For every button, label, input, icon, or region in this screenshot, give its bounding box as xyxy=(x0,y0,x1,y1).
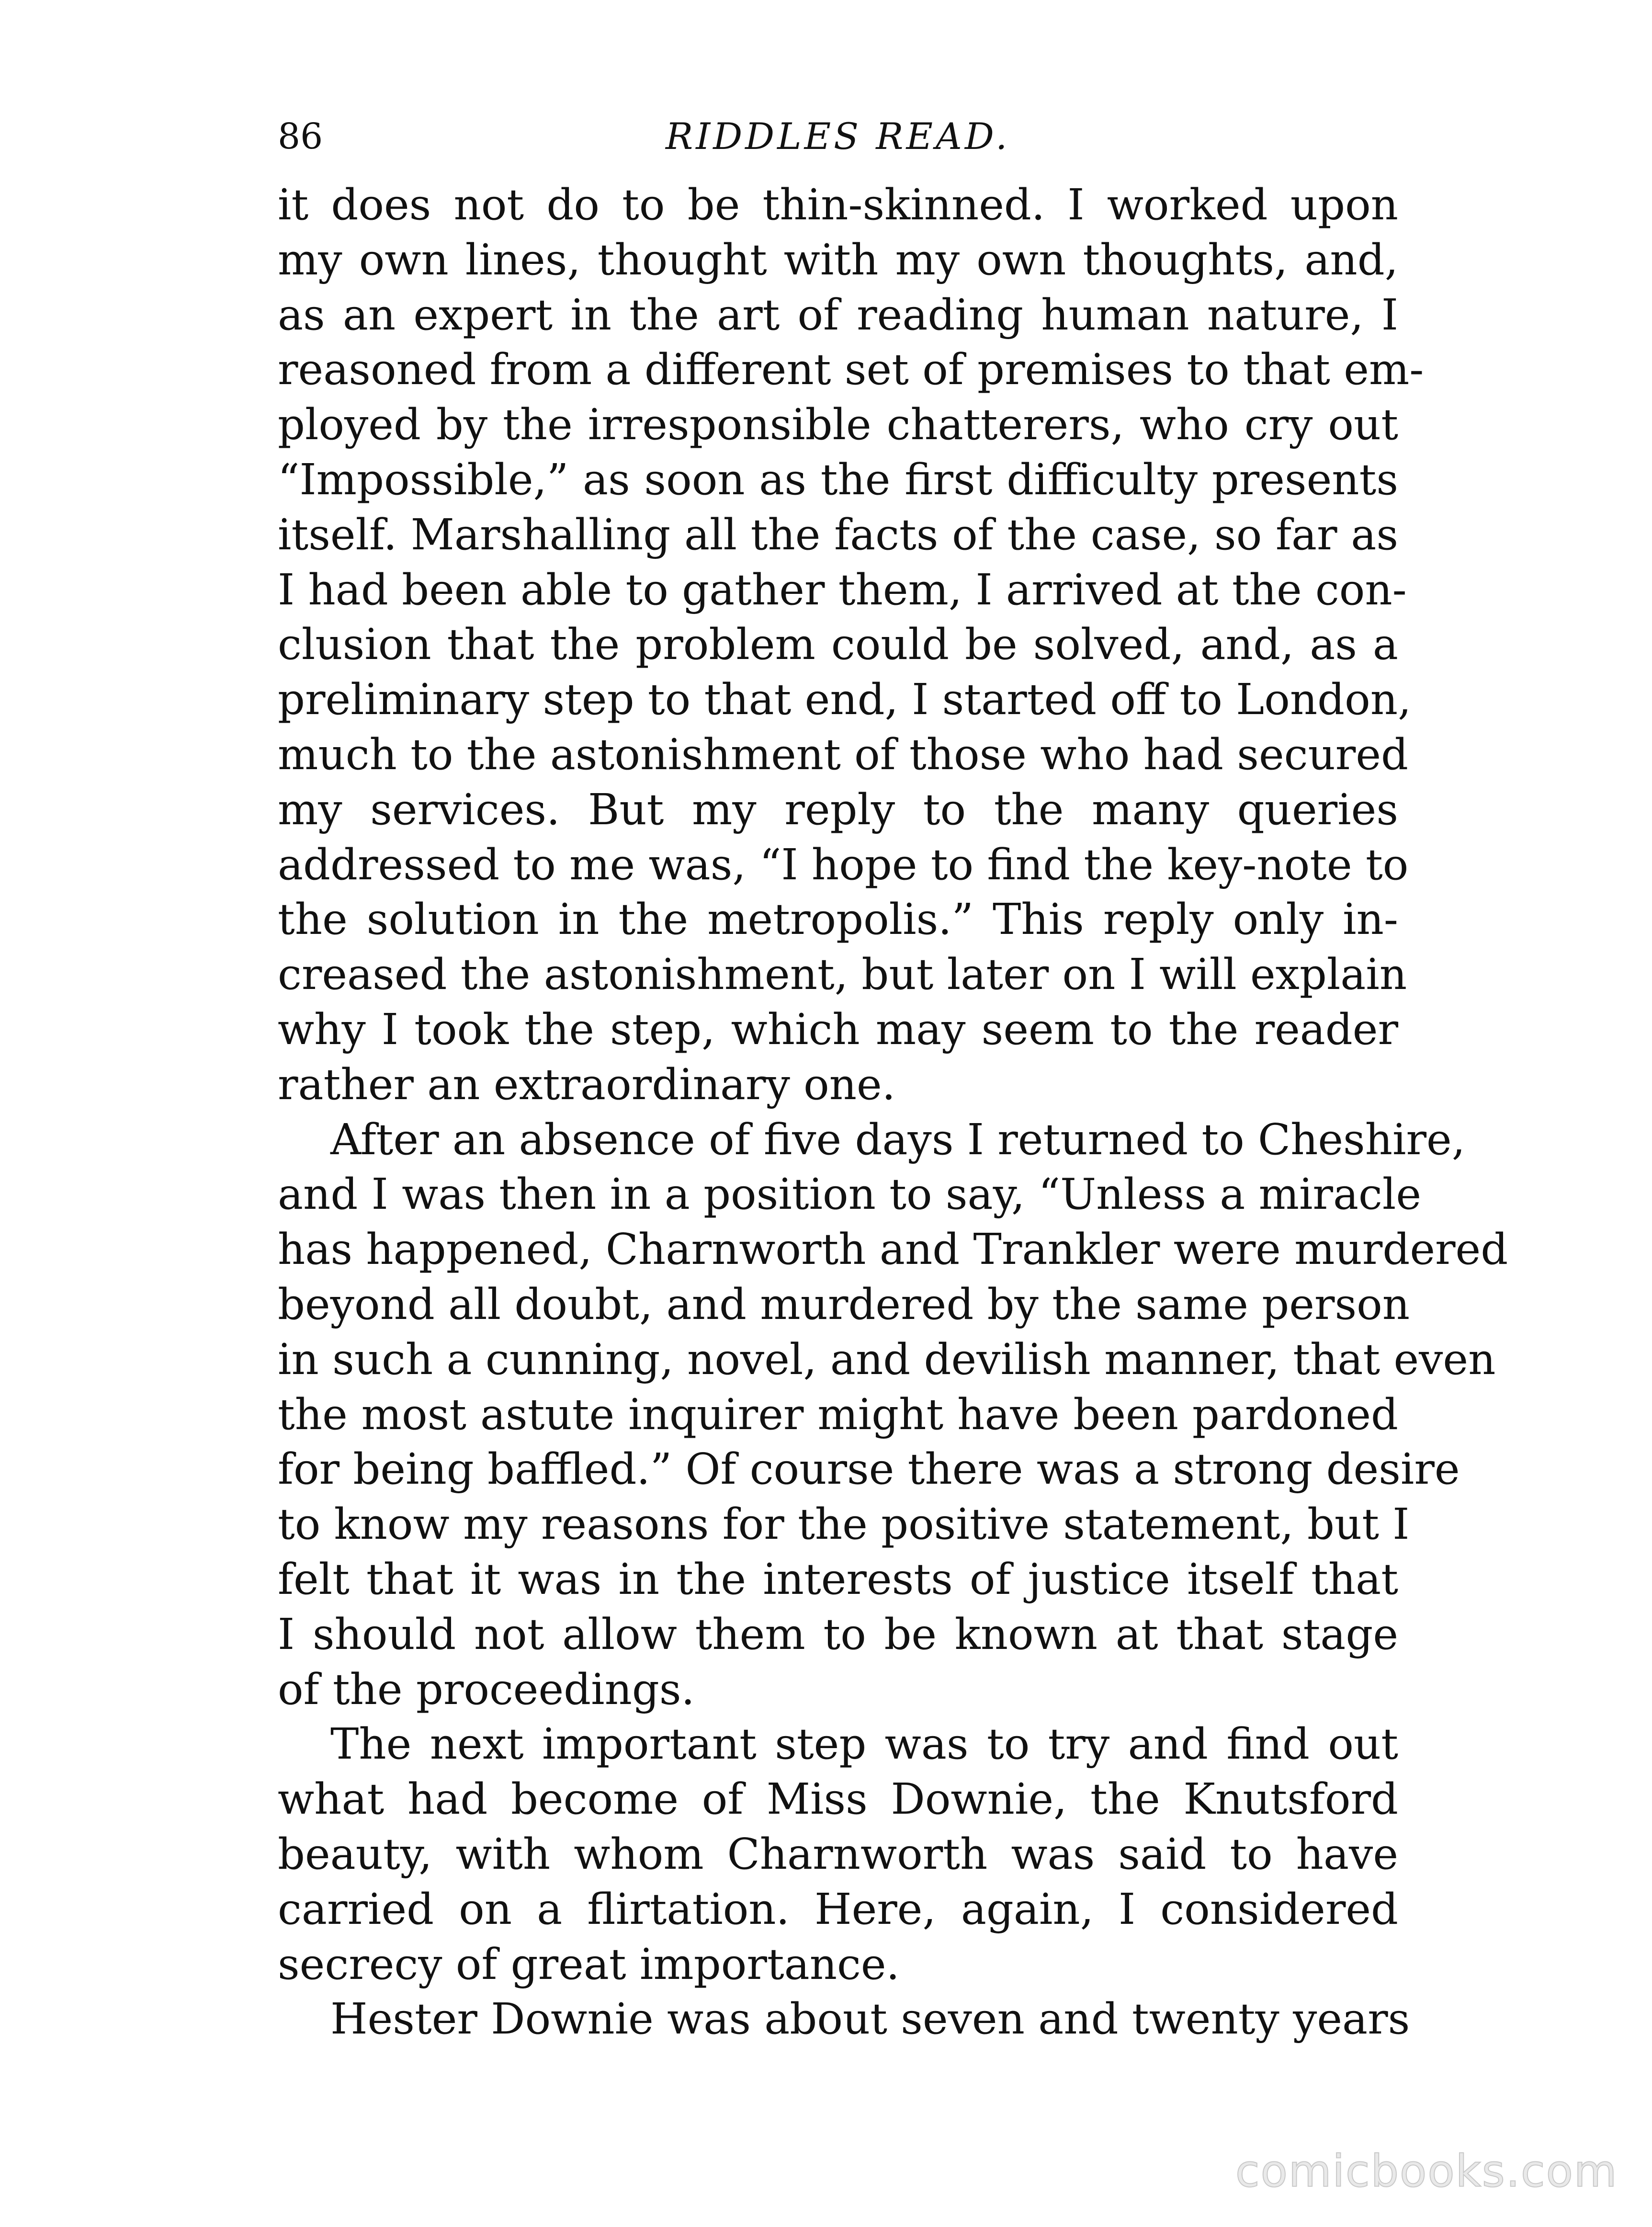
running-head xyxy=(278,108,1398,180)
text-line: reasoned from a different set of premises to that em- xyxy=(278,344,1424,395)
text-line: secrecy of great importance. xyxy=(278,1939,900,1989)
text-line: my services. But my reply to the many queries xyxy=(278,784,1398,834)
text-line: has happened, Charnworth and Trankler were murdered xyxy=(278,1224,1508,1274)
text-line: as an expert in the art of reading human nature, I xyxy=(278,289,1398,340)
text-line: I should not allow them to be known at that stage xyxy=(278,1609,1398,1659)
text-line: in such a cunning, novel, and devilish manner, that even xyxy=(278,1334,1496,1384)
text-line: beyond all doubt, and murdered by the same person xyxy=(278,1279,1410,1329)
text-line: what had become of Miss Downie, the Knutsford xyxy=(278,1774,1398,1824)
text-line: and I was then in a position to say, “Unless a miracle xyxy=(278,1169,1422,1219)
text-line: rather an extraordinary one. xyxy=(278,1059,896,1109)
text-line: ployed by the irresponsible chatterers, who cry out xyxy=(278,399,1398,450)
text-line: After an absence of five days I returned to Cheshire, xyxy=(330,1114,1466,1164)
text-line: beauty, with whom Charnworth was said to have xyxy=(278,1829,1398,1879)
watermark: comicbooks.com xyxy=(1235,2146,1618,2197)
text-line: itself. Marshalling all the facts of the case, so far as xyxy=(278,509,1398,559)
text-line: the most astute inquirer might have been pardoned xyxy=(278,1389,1398,1439)
text-line: carried on a flirtation. Here, again, I considered xyxy=(278,1884,1398,1934)
text-line: “Impossible,” as soon as the first difficulty presents xyxy=(278,454,1398,504)
text-line: The next important step was to try and find out xyxy=(330,1719,1398,1769)
text-line: Hester Downie was about seven and twenty years xyxy=(330,1994,1410,2044)
text-line: of the proceedings. xyxy=(278,1664,695,1714)
text-line: it does not do to be thin-skinned. I worked upon xyxy=(278,180,1398,229)
text-line: my own lines, thought with my own thoughts, and, xyxy=(278,234,1398,284)
text-line: clusion that the problem could be solved, and, as a xyxy=(278,619,1398,670)
text-line: felt that it was in the interests of justice itself that xyxy=(278,1554,1398,1604)
text-line: much to the astonishment of those who had secured xyxy=(278,729,1408,779)
text-line: I had been able to gather them, I arrived at the con- xyxy=(278,564,1407,614)
body-text xyxy=(278,177,1508,2046)
running-title: RIDDLES READ. xyxy=(666,115,1010,158)
text-line: preliminary step to that end, I started off to London, xyxy=(278,674,1412,725)
text-line: the solution in the metropolis.” This reply only in- xyxy=(278,894,1398,944)
page-number: 86 xyxy=(278,116,323,157)
text-line: to know my reasons for the positive statement, but I xyxy=(278,1499,1410,1549)
text-line: why I took the step, which may seem to the reader xyxy=(278,1004,1398,1054)
text-line: creased the astonishment, but later on I will explain xyxy=(278,949,1407,1000)
text-line: addressed to me was, “I hope to find the key-note to xyxy=(278,839,1409,889)
text-line: for being baffled.” Of course there was a strong desire xyxy=(278,1444,1460,1494)
